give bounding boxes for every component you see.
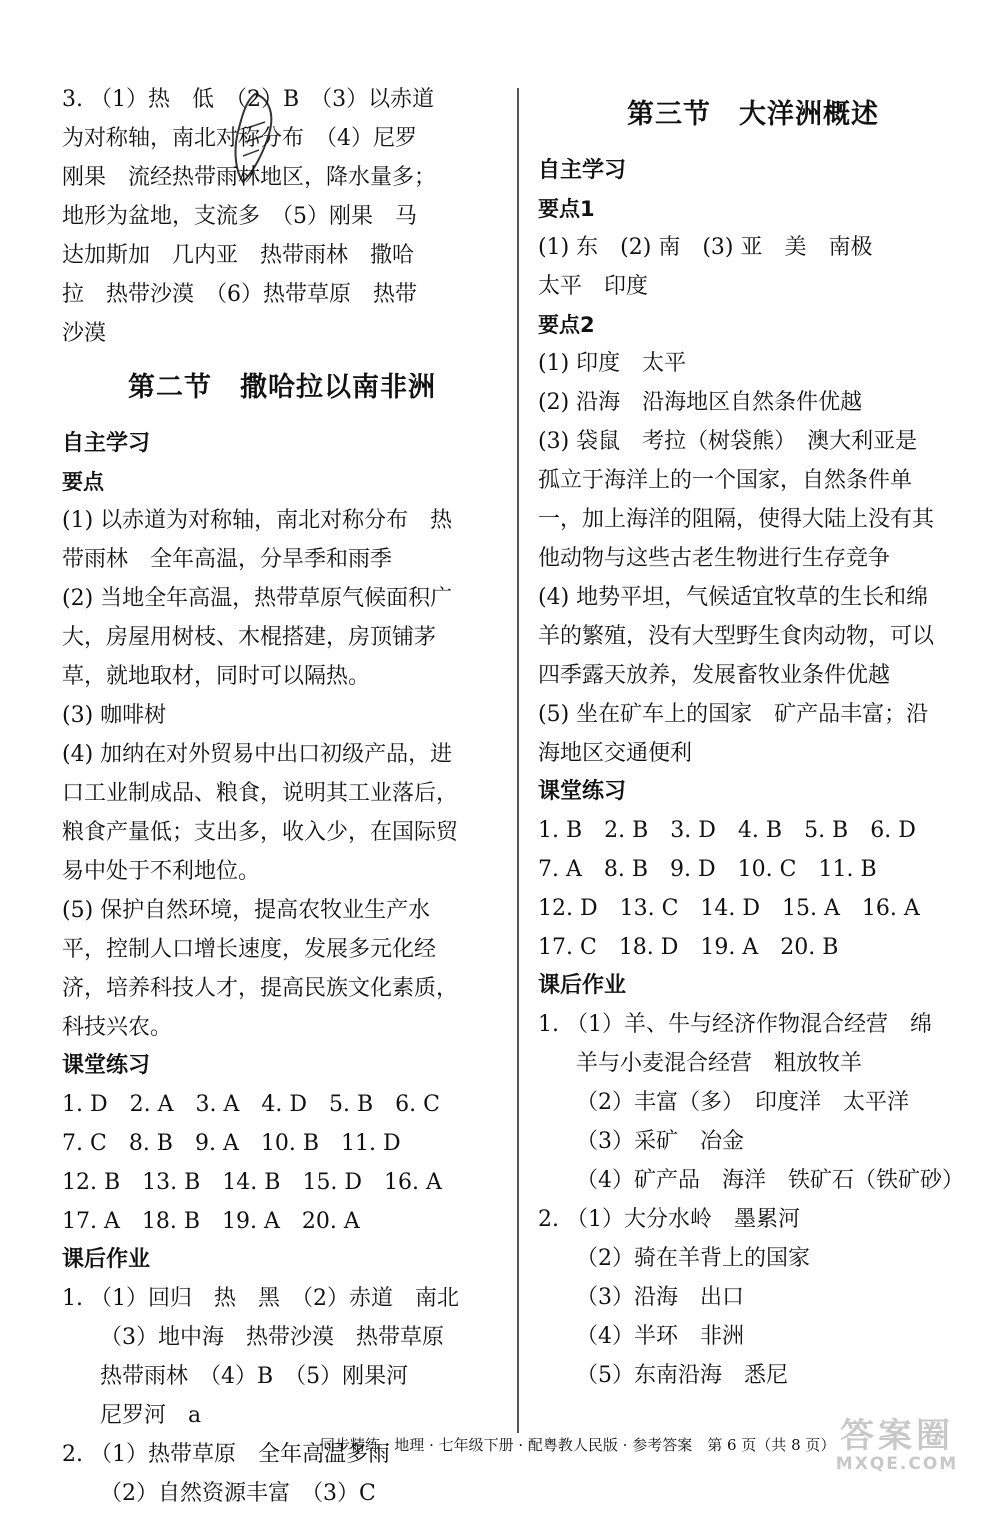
point2-answers	[538, 344, 968, 773]
answer-line: （4）矿产品 海洋 铁矿石（铁矿砂）	[576, 1168, 964, 1193]
answer-line: 拉 热带沙漠 （6）热带草原 热带	[62, 282, 417, 307]
answer-line: 平，控制人口增长速度，发展多元化经	[62, 937, 437, 962]
answer-line: 草，就地取材，同时可以隔热。	[62, 664, 371, 689]
answer-line: 粮食产量低；支出多，收入少，在国际贸	[62, 820, 459, 845]
answer-line: 羊的繁殖，没有大型野生食肉动物，可以	[538, 624, 935, 649]
answer-line: 2. （1）大分水岭 墨累河	[538, 1207, 800, 1232]
answer-line: 2. （1）热带草原 全年高温多雨	[62, 1442, 390, 1467]
class-practice-heading: 课堂练习	[538, 779, 627, 804]
answer-line: 1. D 2. A 3. A 4. D 5. B 6. C	[62, 1092, 440, 1117]
answer-line: 达加斯加 几内亚 热带雨林 撒哈	[62, 243, 415, 268]
answer-line: 17. A 18. B 19. A 20. A	[62, 1209, 360, 1234]
answer-line: (2) 沿海 沿海地区自然条件优越	[538, 390, 863, 415]
point2-heading: 要点2	[538, 313, 595, 337]
prev-section-answers	[62, 80, 502, 353]
answer-line: （3）采矿 冶金	[576, 1129, 744, 1154]
self-study-heading: 自主学习	[62, 431, 151, 456]
section-title-sub-saharan-africa: 第二节 撒哈拉以南非洲	[128, 372, 436, 403]
answer-line: （2）自然资源丰富 （3）C	[100, 1481, 376, 1506]
answer-line: 太平 印度	[538, 274, 649, 299]
watermark-text: 答案圈	[840, 1416, 954, 1456]
watermark-url: MXQE.COM	[835, 1454, 959, 1474]
answer-line: （2）丰富（多） 印度洋 太平洋	[576, 1090, 909, 1115]
homework-heading: 课后作业	[538, 973, 627, 998]
answer-line: (4) 加纳在对外贸易中出口初级产品，进	[62, 742, 453, 767]
answer-line: 沙漠	[62, 321, 107, 346]
answer-line: 热带雨林 （4）B （5）刚果河	[100, 1364, 409, 1389]
answer-line: 1. （1）羊、牛与经济作物混合经营 绵	[538, 1012, 932, 1037]
answer-line: 1. （1）回归 热 黑 （2）赤道 南北	[62, 1286, 459, 1311]
homework-heading: 课后作业	[62, 1247, 151, 1272]
answer-line: 3. （1）热 低 （2）B （3）以赤道	[62, 87, 435, 112]
answer-line: 1. B 2. B 3. D 4. B 5. B 6. D	[538, 818, 916, 843]
answer-line: 带雨林 全年高温，分旱季和雨季	[62, 547, 393, 572]
points-answers	[62, 501, 502, 1047]
answer-line: 地形为盆地，支流多 （5）刚果 马	[62, 204, 417, 229]
answer-line: 尼罗河 a	[100, 1403, 202, 1428]
class-practice-answers	[62, 1085, 502, 1241]
answer-line: 17. C 18. D 19. A 20. B	[538, 935, 839, 960]
answer-line: 12. B 13. B 14. B 15. D 16. A	[62, 1170, 442, 1195]
left-column	[62, 80, 502, 1513]
homework-answers	[62, 1279, 502, 1513]
section-title-oceania: 第三节 大洋洲概述	[627, 99, 879, 130]
answer-line: 孤立于海洋上的一个国家，自然条件单	[538, 468, 913, 493]
answer-line: （4）半环 非洲	[576, 1324, 744, 1349]
self-study-heading: 自主学习	[538, 158, 627, 183]
answer-line: （2）骑在羊背上的国家	[576, 1246, 810, 1271]
answer-line: (3) 咖啡树	[62, 703, 167, 728]
point1-answers	[538, 228, 968, 306]
watermark-logo	[812, 1418, 982, 1478]
answer-line: (3) 袋鼠 考拉（树袋熊） 澳大利亚是	[538, 429, 918, 454]
column-divider	[517, 88, 519, 1433]
answer-line: 7. A 8. B 9. D 10. C 11. B	[538, 857, 877, 882]
class-practice-heading: 课堂练习	[62, 1053, 151, 1078]
answer-line: 7. C 8. B 9. A 10. B 11. D	[62, 1131, 401, 1156]
answer-line: 一，加上海洋的阻隔，使得大陆上没有其	[538, 507, 935, 532]
answer-line: 羊与小麦混合经营 粗放牧羊	[576, 1051, 863, 1076]
answer-line: (5) 坐在矿车上的国家 矿产品丰富；沿	[538, 702, 929, 727]
answer-line: 大，房屋用树枝、木棍搭建，房顶铺茅	[62, 625, 437, 650]
answer-line: 他动物与这些古老生物进行生存竞争	[538, 546, 891, 571]
answer-line: 易中处于不利地位。	[62, 859, 261, 884]
answer-line: 口工业制成品、粮食，说明其工业落后，	[62, 781, 459, 806]
answer-line: （3）沿海 出口	[576, 1285, 744, 1310]
answer-line: (1) 东 (2) 南 (3) 亚 美 南极	[538, 235, 873, 260]
answer-line: 海地区交通便利	[538, 741, 693, 766]
answer-line: (1) 以赤道为对称轴，南北对称分布 热	[62, 508, 453, 533]
class-practice-answers	[538, 811, 968, 967]
answer-line: 科技兴农。	[62, 1015, 173, 1040]
answer-line: 12. D 13. C 14. D 15. A 16. A	[538, 896, 920, 921]
answer-line: （5）东南沿海 悉尼	[576, 1363, 788, 1388]
answer-line: （3）地中海 热带沙漠 热带草原	[100, 1325, 444, 1350]
points-heading: 要点	[62, 470, 104, 494]
page-footer: 同步精练 · 地理 · 七年级下册 · 配粤教人民版 · 参考答案 第 6 页（共 8 页）	[320, 1436, 836, 1454]
answer-line: 为对称轴，南北对称分布 （4）尼罗	[62, 126, 417, 151]
answer-line: (4) 地势平坦，气候适宜牧草的生长和绵	[538, 585, 929, 610]
answer-line: (1) 印度 太平	[538, 351, 687, 376]
answer-line: 刚果 流经热带雨林地区，降水量多；	[62, 165, 437, 190]
homework-answers	[538, 1005, 968, 1395]
answer-line: 济，培养科技人才，提高民族文化素质，	[62, 976, 459, 1001]
point1-heading: 要点1	[538, 197, 595, 221]
answer-line: (5) 保护自然环境，提高农牧业生产水	[62, 898, 431, 923]
answer-line: (2) 当地全年高温，热带草原气候面积广	[62, 586, 453, 611]
right-column	[538, 80, 968, 1395]
answer-line: 四季露天放养，发展畜牧业条件优越	[538, 663, 891, 688]
